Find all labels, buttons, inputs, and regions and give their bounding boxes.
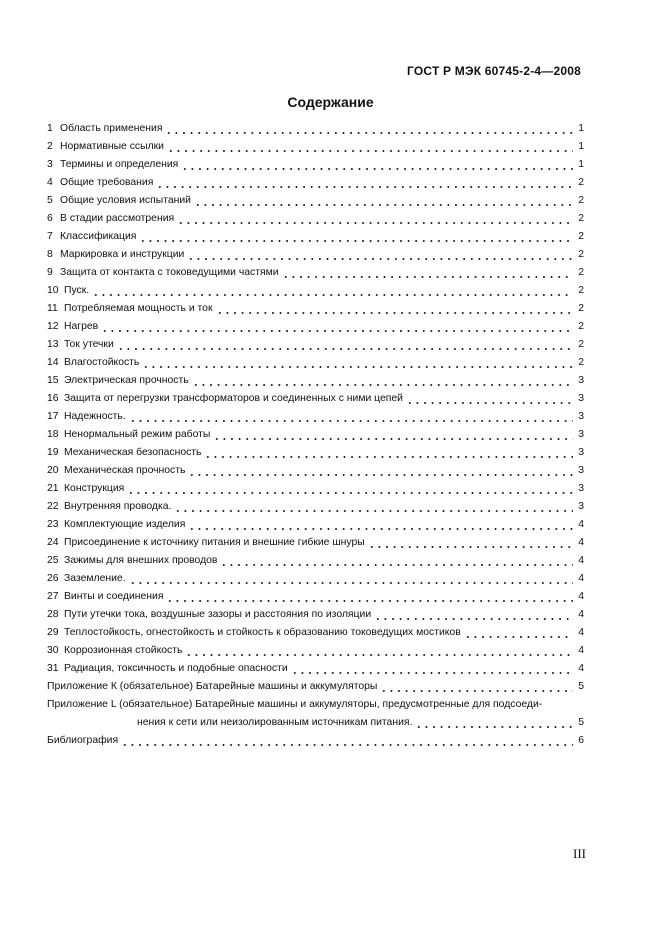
toc-entry [47,660,584,678]
toc-dot-leader [464,636,573,638]
toc-dot-leader [181,168,573,170]
toc-dot-leader [188,528,573,530]
toc-entry-page: 2 [578,339,584,350]
toc-entry-page: 2 [578,267,584,278]
toc-entry [47,408,584,426]
toc-entry-title: Коррозионная стойкость [64,645,183,656]
toc-entry-page: 2 [578,285,584,296]
toc-entry-number: 18 [47,429,59,440]
toc-dot-leader [192,384,573,386]
toc-entry [47,624,584,642]
toc-entry-title: Механическая прочность [64,465,186,476]
toc-entry-number: 27 [47,591,59,602]
toc-entry-page: 4 [578,555,584,566]
toc-entry-number: 15 [47,375,59,386]
toc-entry-page: 3 [578,483,584,494]
toc-entry-number: 13 [47,339,59,350]
toc-entry [47,192,584,210]
toc-entry-number: 30 [47,645,59,656]
toc-dot-leader [282,276,573,278]
toc-entry [47,642,584,660]
toc-entry [47,678,584,696]
toc-entry [47,156,584,174]
toc-entry-title: Термины и определения [60,159,179,170]
toc-entry-title: Надежность. [64,411,126,422]
toc-entry-page: 2 [578,177,584,188]
toc-dot-leader [368,546,573,548]
toc-entry-page: 2 [578,231,584,242]
toc-entry-page: 1 [578,123,584,134]
toc-entry [47,282,584,300]
toc-entry-number: 22 [47,501,59,512]
toc-entry-number: 16 [47,393,59,404]
toc-entry-title: В стадии рассмотрения [60,213,175,224]
toc-entry-page: 5 [578,681,584,692]
toc-entry-number: 31 [47,663,59,674]
toc-entry-page: 2 [578,303,584,314]
toc-entry-title: Приложение К (обязательное) Батарейные машины и аккумуляторы [47,681,378,692]
toc-dot-leader [142,366,573,368]
toc-entry-title-line1: Приложение L (обязательное) Батарейные машины и аккумуляторы, предусмотренные для подсоеди- [47,699,543,710]
toc-entry-title: Маркировка и инструкции [60,249,185,260]
toc-entry-number: 29 [47,627,59,638]
toc-dot-leader [165,132,573,134]
toc-entry [47,336,584,354]
toc-entry-number: 21 [47,483,59,494]
toc-entry [47,246,584,264]
toc-entry-number: 12 [47,321,59,332]
toc-entry-number: 28 [47,609,59,620]
toc-entry-number: 5 [47,195,53,206]
toc-entry [47,570,584,588]
toc-entry-title-line2: нения к сети или неизолированным источникам питания. [137,717,413,728]
toc-dot-leader [220,564,573,566]
toc-entry-number: 14 [47,357,59,368]
toc-entry-number: 11 [47,303,58,314]
toc-entry [47,228,584,246]
toc-dot-leader [204,456,573,458]
toc-entry-page: 6 [578,735,584,746]
toc-dot-leader [92,294,573,296]
toc-entry [47,516,584,534]
toc-entry-page: 1 [578,159,584,170]
toc-entry-page: 3 [578,465,584,476]
toc-dot-leader [156,186,573,188]
toc-entry-page: 4 [578,627,584,638]
toc-dot-leader [185,654,573,656]
toc-entry-page: 2 [578,321,584,332]
toc-entry-title: Нормативные ссылки [60,141,164,152]
toc-dot-leader [167,150,573,152]
toc-entry-page: 2 [578,249,584,260]
toc-entry-number: 17 [47,411,59,422]
toc-entry-page: 2 [578,213,584,224]
toc-entry-title: Комплектующие изделия [64,519,186,530]
toc-entry [47,552,584,570]
toc-entry [47,534,584,552]
toc-dot-leader [166,600,573,602]
toc-dot-leader [187,258,573,260]
toc-entry-title: Электрическая прочность [64,375,189,386]
toc-entry-title: Пуск. [64,285,90,296]
toc-entry-number: 2 [47,141,53,152]
toc-entry-number: 9 [47,267,53,278]
toc-dot-leader [177,222,573,224]
toc-entry-annex-l [47,696,584,732]
toc-entry-number: 23 [47,519,59,530]
toc-entry [47,444,584,462]
toc-entry-page: 1 [578,141,584,152]
toc-entry-page: 3 [578,393,584,404]
toc-entry-number: 24 [47,537,59,548]
toc-dot-leader [129,420,573,422]
toc-entry [47,210,584,228]
toc-entry-title: Защита от перегрузки трансформаторов и соединенных с ними цепей [64,393,403,404]
toc-entry-page: 2 [578,357,584,368]
toc-dot-leader [415,726,573,728]
page-title: Содержание [287,94,374,110]
toc-entry-number: 25 [47,555,59,566]
toc-entry-number: 19 [47,447,59,458]
toc-entry [47,606,584,624]
toc-dot-leader [374,618,573,620]
toc-entry-number: 6 [47,213,53,224]
toc-entry-page: 2 [578,195,584,206]
toc-entry-page: 5 [578,717,584,728]
toc-entry-page: 3 [578,411,584,422]
toc-entry-page: 4 [578,591,584,602]
toc-entry [47,372,584,390]
toc-entry [47,390,584,408]
toc-entry-number: 8 [47,249,53,260]
toc-entry [47,354,584,372]
toc-dot-leader [127,492,573,494]
toc-entry-number: 7 [47,231,53,242]
toc-entry [47,318,584,336]
toc-entry-number: 4 [47,177,53,188]
toc-entry-title: Присоединение к источнику питания и внешние гибкие шнуры [64,537,365,548]
toc-entry-number: 3 [47,159,53,170]
toc-entry-title: Радиация, токсичность и подобные опасности [64,663,288,674]
toc-entry-page: 3 [578,501,584,512]
toc-entry-page: 3 [578,429,584,440]
toc-dot-leader [213,438,573,440]
toc-entry [47,300,584,318]
document-code-header: ГОСТ Р МЭК 60745-2-4—2008 [407,64,581,78]
toc-dot-leader [188,474,573,476]
toc-entry-title: Заземление. [64,573,126,584]
toc-entry-title: Механическая безопасность [64,447,202,458]
toc-entry-title: Ненормальный режим работы [64,429,211,440]
toc-entry-number: 26 [47,573,59,584]
toc-entry-title: Общие требования [60,177,154,188]
toc-dot-leader [121,744,573,746]
toc-entry-page: 4 [578,573,584,584]
toc-entry-title: Конструкция [64,483,125,494]
toc-entry-title: Теплостойкость, огнестойкость и стойкость к образованию токоведущих мостиков [64,627,461,638]
toc-dot-leader [194,204,573,206]
toc-entry [47,426,584,444]
toc-dot-leader [291,672,573,674]
toc-entry [47,138,584,156]
toc-entry-page: 3 [578,447,584,458]
toc-entry-number: 10 [47,285,59,296]
toc-entry-page: 4 [578,645,584,656]
toc-dot-leader [406,402,573,404]
toc-entry-title: Общие условия испытаний [60,195,191,206]
toc-entry-title: Потребляемая мощность и ток [64,303,213,314]
toc-entry-number: 1 [47,123,53,134]
toc-dot-leader [129,582,573,584]
toc-entry-title: Нагрев [64,321,99,332]
toc-dot-leader [174,510,573,512]
toc-dot-leader [139,240,573,242]
toc-entry-page: 4 [578,609,584,620]
toc-entry-page: 4 [578,519,584,530]
toc-dot-leader [380,690,573,692]
toc-entry-title: Зажимы для внешних проводов [64,555,218,566]
toc-entry-page: 4 [578,663,584,674]
toc-entry [47,480,584,498]
toc-entry [47,120,584,138]
toc-entry [47,732,584,750]
toc-entry-title: Пути утечки тока, воздушные зазоры и расстояния по изоляции [64,609,372,620]
toc-entry-title: Винты и соединения [64,591,164,602]
toc-entry-title: Ток утечки [64,339,114,350]
toc-entry-title: Внутренняя проводка. [64,501,172,512]
toc-dot-leader [117,348,573,350]
toc-entry-page: 4 [578,537,584,548]
toc-entry-title: Влагостойкость [64,357,140,368]
toc-entry-number: 20 [47,465,59,476]
toc-entry-title: Библиография [47,735,119,746]
toc-entry [47,498,584,516]
toc-dot-leader [101,330,573,332]
toc-entry [47,588,584,606]
toc-entry-title: Классификация [60,231,137,242]
toc-entry-page: 3 [578,375,584,386]
toc-entry [47,462,584,480]
toc-entry-title-line2-row [47,714,584,732]
toc-dot-leader [216,312,573,314]
toc-entry-title: Область применения [60,123,163,134]
toc-entry-title: Защита от контакта с токоведущими частями [60,267,279,278]
table-of-contents [47,120,584,750]
toc-entry [47,174,584,192]
toc-entry [47,264,584,282]
page-number: III [573,846,586,861]
